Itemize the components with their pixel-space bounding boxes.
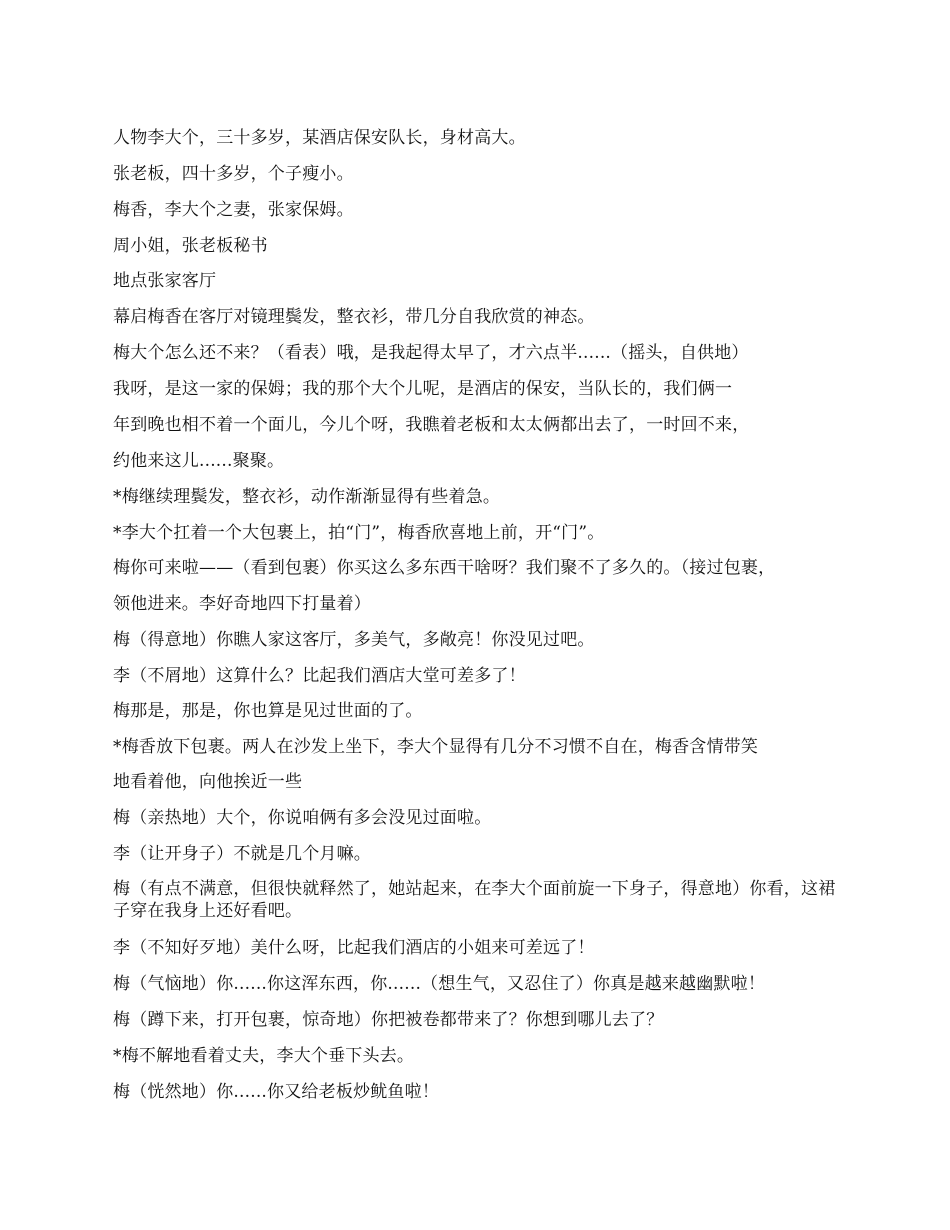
dialogue-line: 我呀，是这一家的保姆；我的那个大个儿呢，是酒店的保安，当队长的，我们俩一 [113,379,733,399]
setting-line: 地点张家客厅 [113,271,217,291]
dialogue-line: 李（不知好歹地）美什么呀，比起我们酒店的小姐来可差远了！ [113,938,595,958]
cast-line-zhang: 张老板，四十多岁，个子瘦小。 [113,164,354,184]
dialogue-line: 梅（有点不满意，但很快就释然了，她站起来，在李大个面前旋一下身子，得意地）你看，这裙子穿在我身上还好看吧。 [113,879,836,921]
stage-direction: *梅不解地看着丈夫，李大个垂下头去。 [113,1046,415,1066]
stage-direction: *梅香放下包裹。两人在沙发上坐下，李大个显得有几分不习惯不自在，梅香含情带笑 [113,737,759,757]
stage-direction: *李大个扛着一个大包裹上，拍“门”，梅香欣喜地上前，开“门”。 [113,523,605,543]
cast-line-zhou: 周小姐，张老板秘书 [113,236,268,256]
dialogue-line: 梅（得意地）你瞧人家这客厅，多美气，多敞亮！你没见过吧。 [113,630,595,650]
dialogue-line: 梅大个怎么还不来？（看表）哦，是我起得太早了，才六点半......（摇头，自供地） [113,343,749,363]
dialogue-line: 梅（亲热地）大个，你说咱俩有多会没见过面啦。 [113,808,492,828]
dialogue-line: 李（让开身子）不就是几个月嘛。 [113,844,371,864]
dialogue-line: 梅那是，那是，你也算是见过世面的了。 [113,701,423,721]
stage-direction: 地看着他，向他挨近一些 [113,772,303,792]
dialogue-line: 梅（气恼地）你......你这浑东西，你......（想生气，又忍住了）你真是越来越幽默啦！ [113,974,766,994]
dialogue-line: 李（不屑地）这算什么？比起我们酒店大堂可差多了！ [113,666,526,686]
dialogue-line: 梅（恍然地）你......你又给老板炒鱿鱼啦！ [113,1082,440,1102]
dialogue-line: 领他进来。李好奇地四下打量着） [113,594,371,614]
cast-line-li: 人物李大个，三十多岁，某酒店保安队长，身材高大。 [113,128,526,148]
stage-direction: 幕启梅香在客厅对镜理鬓发，整衣衫，带几分自我欣赏的神态。 [113,307,595,327]
cast-line-meixiang: 梅香，李大个之妻，张家保姆。 [113,200,354,220]
dialogue-line: 梅你可来啦——（看到包裹）你买这么多东西干啥呀？我们聚不了多久的。（接过包裹， [113,558,776,578]
dialogue-line: 年到晚也相不着一个面儿，今儿个呀，我瞧着老板和太太俩都出去了，一时回不来， [113,415,750,435]
dialogue-line: 梅（蹲下来，打开包裹，惊奇地）你把被卷都带来了？你想到哪儿去了？ [113,1010,664,1030]
stage-direction: *梅继续理鬓发，整衣衫，动作渐渐显得有些着急。 [113,487,501,507]
dialogue-line: 约他来这儿......聚聚。 [113,451,285,471]
